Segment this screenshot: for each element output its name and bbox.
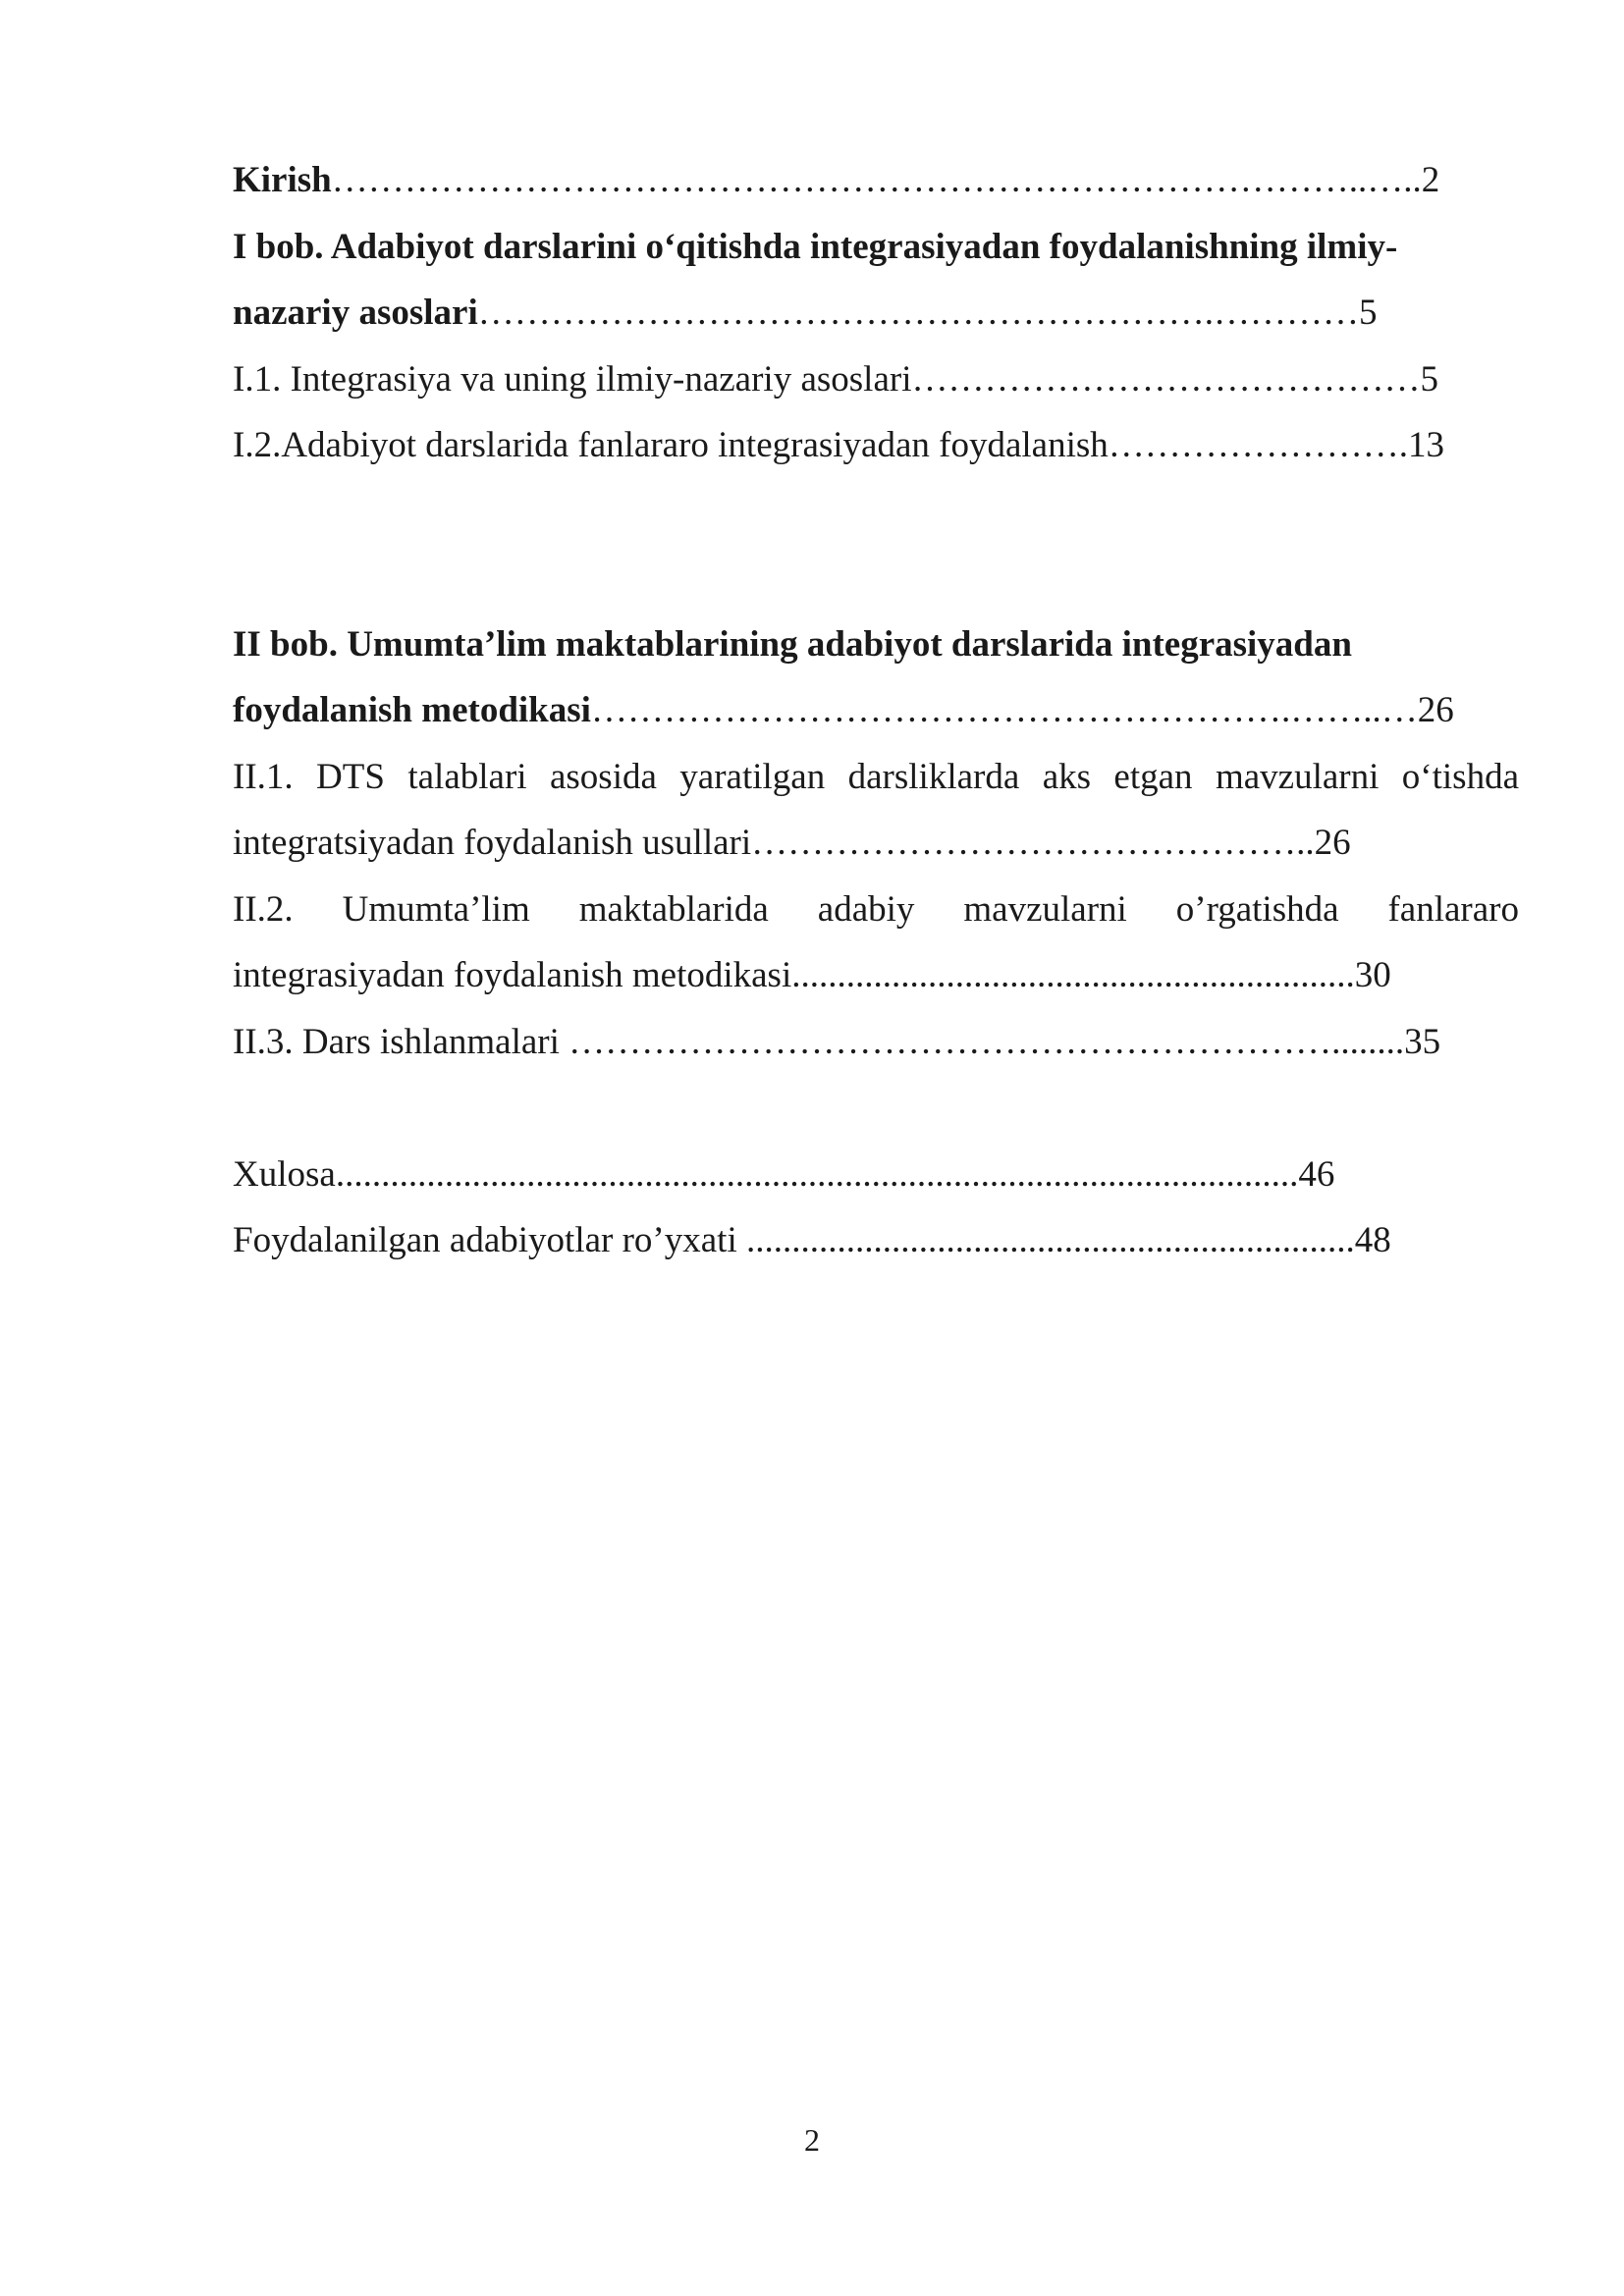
toc-chapter-1-leader: …………………………………………………….…………5 — [477, 293, 1378, 333]
toc-spacer-2 — [233, 1075, 1519, 1142]
toc-entry-references: Foydalanilgan adabiyotlar ro’yxati ...................................................................48 — [233, 1220, 1391, 1260]
toc-section-1-1: I.1. Integrasiya va uning ilmiy-nazariy asoslari……………………………………5 — [233, 358, 1438, 400]
toc-entry-xulosa: Xulosa..........................................................................................................46 — [233, 1153, 1335, 1195]
toc-chapter-2-leader: ………………………………………………….……..…26 — [590, 690, 1454, 730]
page-number: 2 — [804, 2122, 820, 2158]
toc-section-2-3: II.3. Dars ishlanmalari ………………………………………………………........35 — [233, 1021, 1441, 1062]
toc-section-2-2-line-2: integrasiyadan foydalanish metodikasi..............................................................30 — [233, 955, 1391, 995]
table-of-contents — [233, 147, 1519, 1274]
toc-section-2-2-line-1: II.2. Umumta’lim maktablarida adabiy mavzularni o’rgatishda fanlararo — [233, 888, 1519, 930]
toc-section-2-1-line-2: integratsiyadan foydalanish usullari………………………………………..26 — [233, 823, 1351, 863]
toc-chapter-2-line-2 — [233, 677, 1519, 744]
toc-chapter-1-line-2 — [233, 280, 1519, 347]
toc-kirish-title: Kirish — [233, 160, 332, 200]
toc-chapter-1-line-1: I bob. Adabiyot darslarini o‘qitishda integrasiyadan foydalanishning ilmiy- — [233, 226, 1398, 267]
toc-section-1-2: I.2.Adabiyot darslarida fanlararo integrasiyadan foydalanish…………………….13 — [233, 425, 1445, 465]
toc-kirish-leader: …………………………………………………………………………..…..2 — [331, 160, 1440, 200]
toc-chapter-1-title-end: nazariy asoslari — [233, 293, 478, 333]
toc-section-2-1-line-1: II.1. DTS talablari asosida yaratilgan darsliklarda aks etgan mavzularni o‘tishda — [233, 756, 1519, 797]
toc-chapter-2-line-1: II bob. Umumta’lim maktablarining adabiyot darslarida integrasiyadan — [233, 623, 1352, 665]
toc-entry-kirish — [233, 147, 1519, 214]
toc-spacer — [233, 479, 1519, 612]
toc-chapter-2-title-end: foydalanish metodikasi — [233, 690, 591, 730]
